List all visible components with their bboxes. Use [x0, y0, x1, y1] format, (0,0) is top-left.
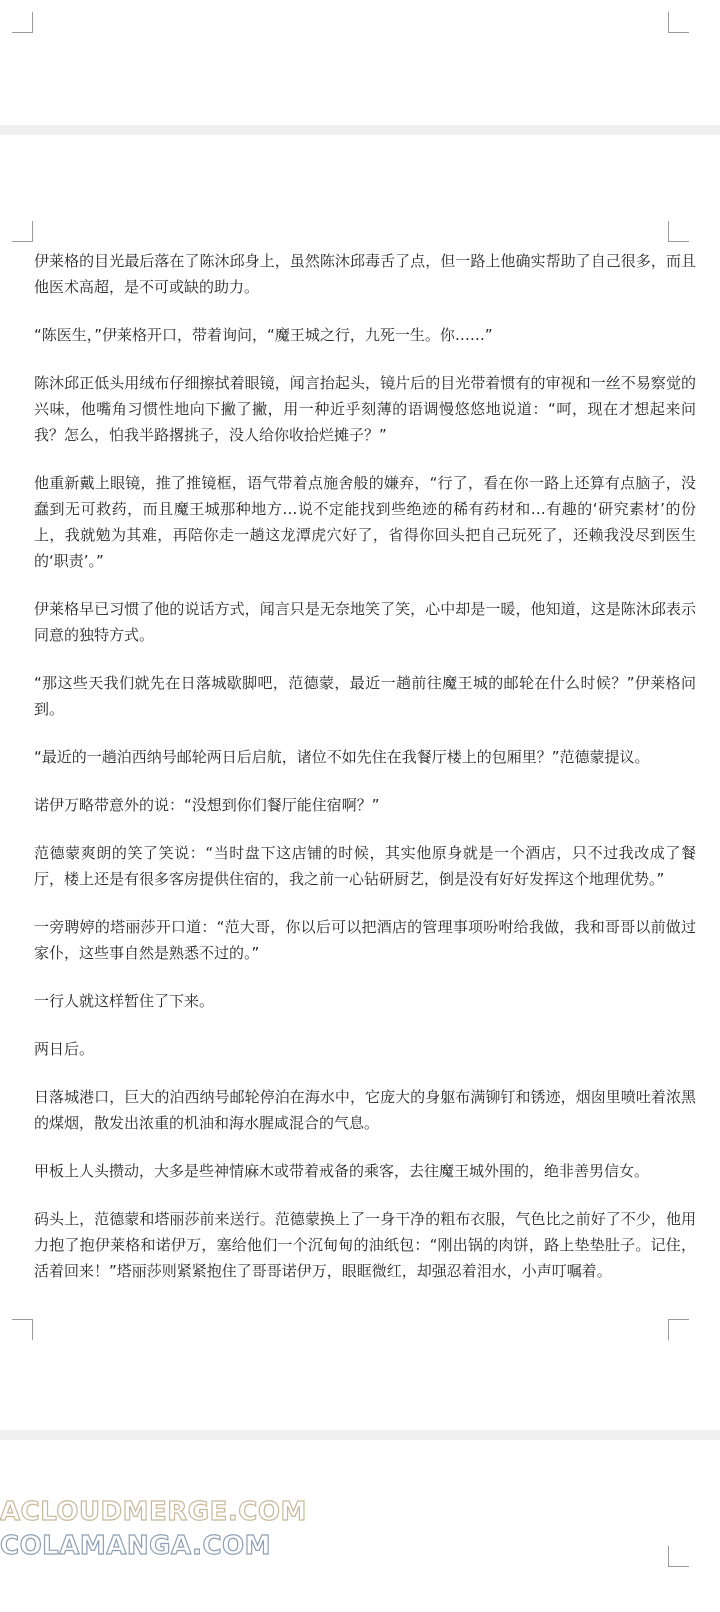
page-corner-mark [12, 12, 33, 33]
paragraph: “那这些天我们就先在日落城歇脚吧，范德蒙，最近一趟前往魔王城的邮轮在什么时候？”伊莱格问到。 [34, 674, 696, 718]
watermark-text: ACLOUDMERGE.COM [0, 1497, 307, 1527]
paragraph: 码头上，范德蒙和塔丽莎前来送行。范德蒙换上了一身干净的粗布衣服，气色比之前好了不少，他用力抱了抱伊莱格和诺伊万，塞给他们一个沉甸甸的油纸包：“刚出锅的肉饼，路上垫垫肚子。记住，活着回来！”塔丽莎则紧紧抱住了哥哥诺伊万，眼眶微红，却强忍着泪水，小声叮嘱着。 [34, 1210, 696, 1280]
paragraph: 诺伊万略带意外的说：“没想到你们餐厅能住宿啊？” [34, 796, 380, 814]
page-corner-mark [12, 1319, 33, 1340]
page-corner-mark [668, 1319, 689, 1340]
paragraph: 两日后。 [34, 1040, 95, 1058]
page-corner-mark [668, 12, 689, 33]
paragraph: 日落城港口，巨大的泊西纳号邮轮停泊在海水中，它庞大的身躯布满铆钉和锈迹，烟囱里喷吐着浓黑的煤烟，散发出浓重的机油和海水腥咸混合的气息。 [34, 1088, 696, 1132]
watermark-text: COLAMANGA.COM [0, 1531, 272, 1561]
previous-page-bottom [0, 0, 720, 125]
paragraph: 伊莱格的目光最后落在了陈沐邱身上，虽然陈沐邱毒舌了点，但一路上他确实帮助了自己很多，而且他医术高超，是不可或缺的助力。 [34, 252, 696, 296]
page-corner-mark [668, 1546, 689, 1567]
paragraph: 伊莱格早已习惯了他的说话方式，闻言只是无奈地笑了笑，心中却是一暖，他知道，这是陈沐邱表示同意的独特方式。 [34, 600, 696, 644]
page-separator [0, 125, 720, 135]
paragraph: 范德蒙爽朗的笑了笑说：“当时盘下这店铺的时候，其实他原身就是一个酒店，只不过我改成了餐厅，楼上还是有很多客房提供住宿的，我之前一心钻研厨艺，倒是没有好好发挥这个地理优势。” [34, 844, 696, 888]
page-separator [0, 1430, 720, 1440]
page-corner-mark [12, 221, 33, 242]
document-body [34, 248, 696, 1306]
paragraph: “最近的一趟泊西纳号邮轮两日后启航，诸位不如先住在我餐厅楼上的包厢里？”范德蒙提议。 [34, 748, 650, 766]
paragraph: 甲板上人头攒动，大多是些神情麻木或带着戒备的乘客，去往魔王城外围的，绝非善男信女。 [34, 1162, 650, 1180]
paragraph: 陈沐邱正低头用绒布仔细擦拭着眼镜，闻言抬起头，镜片后的目光带着惯有的审视和一丝不易察觉的兴味，他嘴角习惯性地向下撇了撇，用一种近乎刻薄的语调慢悠悠地说道：“呵，现在才想起来问我？怎么，怕我半路撂挑子，没人给你收拾烂摊子？” [34, 374, 696, 444]
paragraph: “陈医生，”伊莱格开口，带着询问，“魔王城之行，九死一生。你……” [34, 326, 493, 344]
paragraph: 一行人就这样暂住了下来。 [34, 992, 215, 1010]
paragraph: 一旁聘婷的塔丽莎开口道：“范大哥，你以后可以把酒店的管理事项吩咐给我做，我和哥哥以前做过家仆，这些事自然是熟悉不过的。” [34, 918, 696, 962]
paragraph: 他重新戴上眼镜，推了推镜框，语气带着点施舍般的嫌弃，“行了，看在你一路上还算有点脑子，没蠢到无可救药，而且魔王城那种地方…说不定能找到些绝迹的稀有药材和…有趣的‘研究素材’的份上，我就勉为其难，再陪你走一趟这龙潭虎穴好了，省得你回头把自己玩死了，还赖我没尽到医生的‘职责’。” [34, 474, 696, 570]
page-corner-mark [668, 221, 689, 242]
